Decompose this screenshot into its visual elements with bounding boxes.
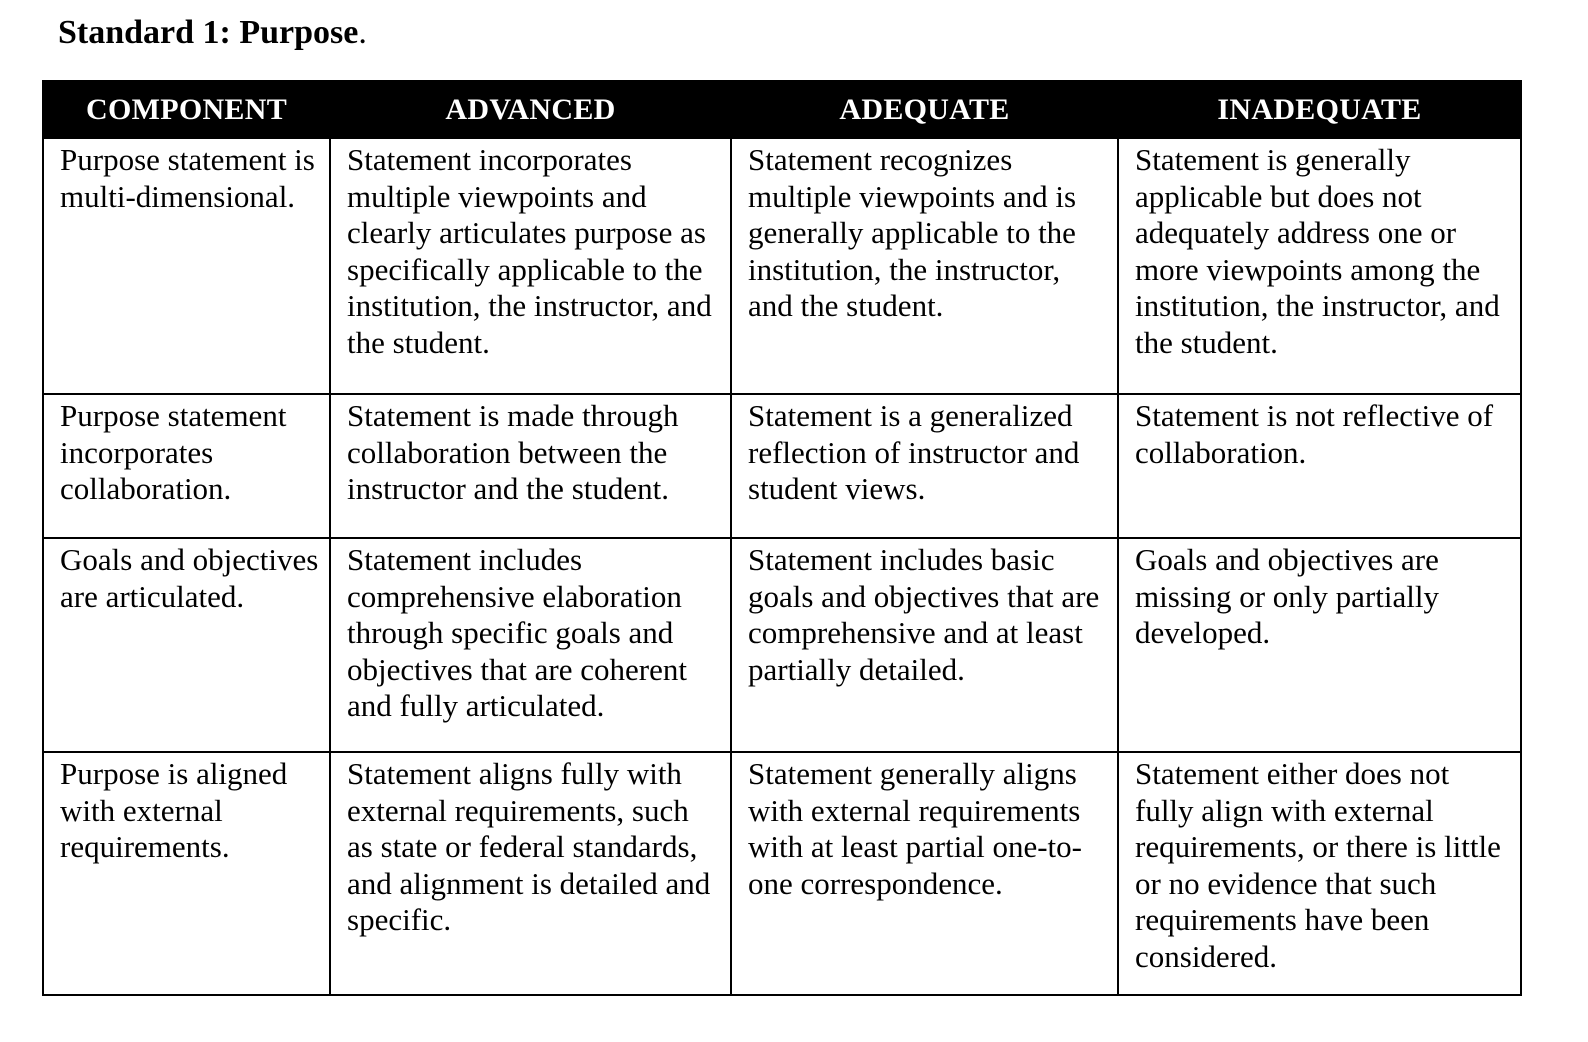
title-text: Standard 1: Purpose (58, 14, 359, 51)
cell-adequate: Statement generally aligns with external requirements with at least partial one-to-one correspondence. (731, 752, 1118, 995)
cell-inadequate: Goals and objectives are missing or only partially developed. (1118, 538, 1521, 752)
cell-advanced: Statement incorporates multiple viewpoints and clearly articulates purpose as specifically applicable to the institution, the instructor, and the student. (330, 138, 731, 394)
header-component: COMPONENT (43, 81, 330, 138)
title-period: . (358, 14, 367, 51)
header-adequate: ADEQUATE (731, 81, 1118, 138)
header-row (43, 81, 1521, 138)
cell-advanced: Statement aligns fully with external requirements, such as state or federal standards, and alignment is detailed and specific. (330, 752, 731, 995)
cell-adequate: Statement includes basic goals and objectives that are comprehensive and at least partially detailed. (731, 538, 1118, 752)
cell-inadequate: Statement is not reflective of collaboration. (1118, 394, 1521, 538)
header-inadequate: INADEQUATE (1118, 81, 1521, 138)
cell-advanced: Statement includes comprehensive elaboration through specific goals and objectives that are coherent and fully articulated. (330, 538, 731, 752)
rubric-body (43, 138, 1521, 995)
table-row (43, 138, 1521, 394)
cell-advanced: Statement is made through collaboration between the instructor and the student. (330, 394, 731, 538)
rubric-table (42, 80, 1522, 996)
header-advanced: ADVANCED (330, 81, 731, 138)
table-row (43, 752, 1521, 995)
table-row (43, 538, 1521, 752)
page-title (58, 10, 367, 56)
cell-inadequate: Statement either does not fully align with external requirements, or there is little or no evidence that such requirements have been considered. (1118, 752, 1521, 995)
cell-adequate: Statement is a generalized reflection of instructor and student views. (731, 394, 1118, 538)
cell-adequate: Statement recognizes multiple viewpoints and is generally applicable to the institution, the instructor, and the student. (731, 138, 1118, 394)
table-row (43, 394, 1521, 538)
cell-component: Purpose statement is multi-dimensional. (43, 138, 330, 394)
cell-component: Goals and objectives are articulated. (43, 538, 330, 752)
cell-inadequate: Statement is generally applicable but does not adequately address one or more viewpoints among the institution, the instructor, and the student. (1118, 138, 1521, 394)
cell-component: Purpose statement incorporates collaboration. (43, 394, 330, 538)
cell-component: Purpose is aligned with external requirements. (43, 752, 330, 995)
rubric-header (43, 81, 1521, 138)
